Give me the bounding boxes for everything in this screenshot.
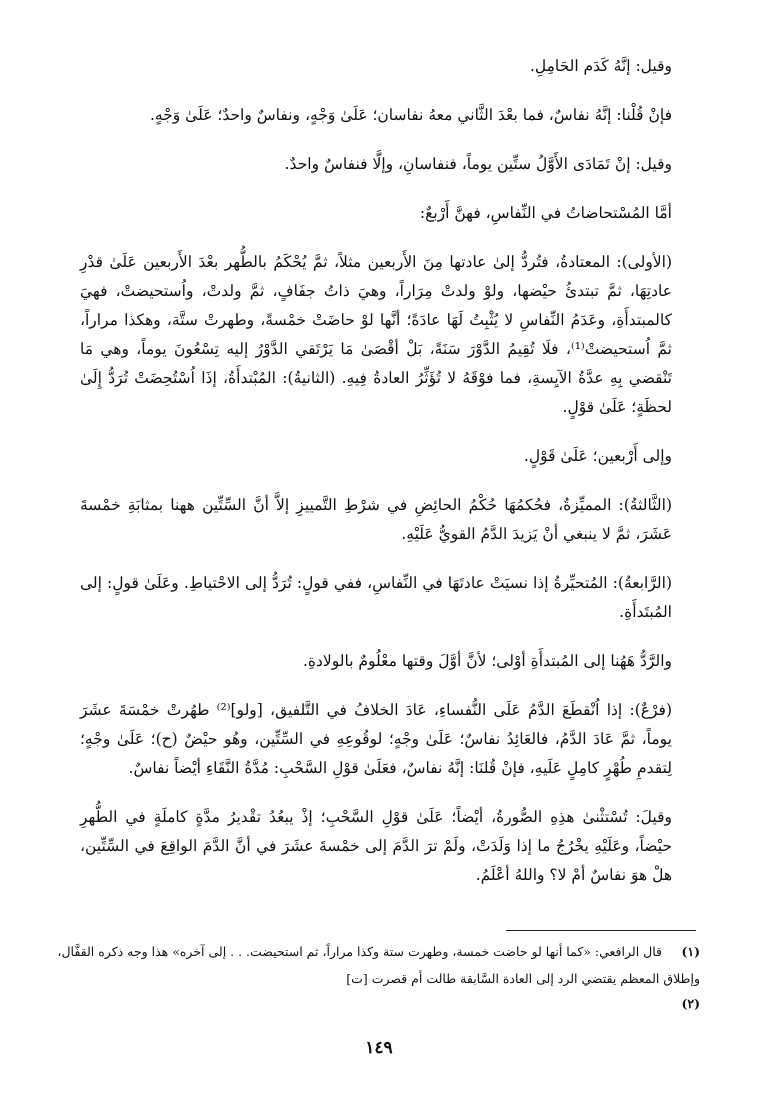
paragraph-4: أمَّا المُسْتحاضاتُ في النِّفاسِ، فهنَّ أَرْبعٌ: — [419, 204, 672, 222]
main-text — [80, 52, 672, 910]
paragraph-6: وإلى أَرْبعين؛ عَلَىٰ قَوْلٍ. — [523, 447, 672, 465]
footnote-1-number: (١) — [681, 944, 700, 959]
paragraph-11: وقيلَ: تُسْتثْنىٰ هذِهِ الصُّورةُ، أيْضاً؛ عَلَىٰ قوْلِ السَّحْبِ؛ إذْ يبعُدُ تقْديرُ مدَّةٍ كاملَةٍ في الطُّهرِ حيْضاً، وعَلَيْهِ يخْرُجُ ما إذا وَلَدَتْ، ولَمْ ترَ الدَّمَ إلى خمْسةَ عشَرَ في أنَّ الدَّمَ الواقِعَ في السِّتِّين، هلْ هوَ نفاسٌ أمْ لا؟ واللهُ أعْلَمُ. — [80, 808, 672, 884]
page-number: ١٤٩ — [365, 1038, 393, 1058]
paragraph-8: (الرَّابعةُ): المُتحيِّرةُ إذا نسيَتْ عادتَهَا في النِّفاسِ، ففي قولٍ: تُرَدُّ إلى الاحْتياطِ. وعَلَىٰ قولٍ: إلى المُبتَدأَةِ. — [80, 574, 672, 621]
footnote-2-number: (٢) — [681, 996, 700, 1011]
footnote-1 — [56, 938, 700, 992]
footnote-divider — [506, 930, 696, 931]
paragraph-9: والرَّدُّ هَهُنا إلى المُبتدأَةِ أوْلى؛ لأنَّ أوَّلَ وقتها معْلُومٌ بالولادةِ. — [302, 652, 672, 670]
footnote-2 — [56, 990, 700, 1017]
footnote-1-text: قال الرافعي: «كما أنها لو حاضت خمسة، وطهرت ستة وكذا مراراً، ثم استحيضت. . . إلى آخره» هذا وجه ذكره القفَّال، وإطلاق المعظم يقتضي الرد إلى العادة السَّابقة طالت أم قصرت [ت] — [57, 944, 700, 986]
paragraph-7: (الثَّالثةُ): المميِّزةُ، فحُكمُهَا حُكْمُ الحائِضِ في شرْطِ التَّمييزِ إلاَّ أنَّ السِّتِّين ههنا بمثابَةِ خمْسةَ عَشَرَ، ثمَّ لا ينبغي أنْ يَزيدَ الدَّمُ القويُّ عَلَيْهِ. — [80, 496, 672, 543]
paragraph-10: (فرْعٌ): إذا اُنْقطَعَ الدَّمُ عَلَى النُّفساءِ، عَادَ الخلافُ في التَّلفيق، [ولو]⁽²⁾ طهُرتْ خمْسَةَ عشَرَ يوماً، ثمَّ عَادَ الدَّمُ، فالعَائِدُ نفاسٌ؛ عَلَىٰ وجْهٍ؛ لوقُوعِهِ في السِّتِّين، وهُو حيْضٌ (ح)؛ عَلَىٰ وجْهٍ؛ لِتقدمِ طُهْرٍ كامِلٍ عَلَيهِ، فإنْ قُلنَا: إنَّهُ نفاسٌ، فعَلَىٰ قوْلِ السَّحْبِ: مُدَّةُ النَّقَاءِ أيْضاً نفاسٌ. — [80, 701, 673, 777]
paragraph-2: فإنْ قُلْنا: إنَّهُ نفاسٌ، فما بعْدَ الثَّاني معهُ نفاسان؛ عَلَىٰ وَجْهٍ، ونفاسٌ واحدٌ؛ عَلَىٰ وَجْهٍ. — [149, 106, 672, 124]
paragraph-5: (الأولى): المعتادةُ، فتُردُّ إلىٰ عادتها مِنَ الأَربعين مثلاً، ثمَّ يُحْكَمُ بالطُّهر بعْدَ الأَربعين عَلَىٰ قدْرِ عادتِهَا، ثمَّ تبتدئُ حيْضها، ولوْ ولدتْ مِرَاراً، وهيَ ذاتُ جفَافٍ، ثمَّ ولدتْ، واُستحيضتْ، فهيَ كالمبتدأَةِ، وعَدَمُ النِّفاسِ لا يُثْبِتُ لَهَا عادَةً؛ أنَّها لوْ حاضَتْ خمْسةً، وطهرتْ ستَّة، وهكذا مراراً، ثمَّ اُستحيضتْ⁽¹⁾، فلَا تُقِيمُ الدَّوْرَ سَنَةً، بَلْ أقْصَىٰ مَا يَرْتَقي الدَّوْرُ إليه تِسْعُونَ يوماً، وهي مَا تَنْقضي بِهِ عدَّةُ الآيِسةِ، فما فوْقَهُ لا تُؤَثِّرُ العادةُ فِيهِ. (الثانيةُ): المُبْتدأَةُ، إذَا اُسْتُحِضَتْ تُرَدُّ إِلَىٰ لحظَةٍ؛ عَلَىٰ قوْلٍ. — [80, 253, 672, 416]
paragraph-3: وقيل: إنْ تَمَادَى الأَوَّلُ ستِّين يوماً، فنفاسانِ، وإلَّا فنفاسٌ واحدٌ. — [284, 155, 672, 173]
paragraph-1: وقيل: إنَّهُ كَدَم الحَامِلِ. — [529, 57, 672, 75]
